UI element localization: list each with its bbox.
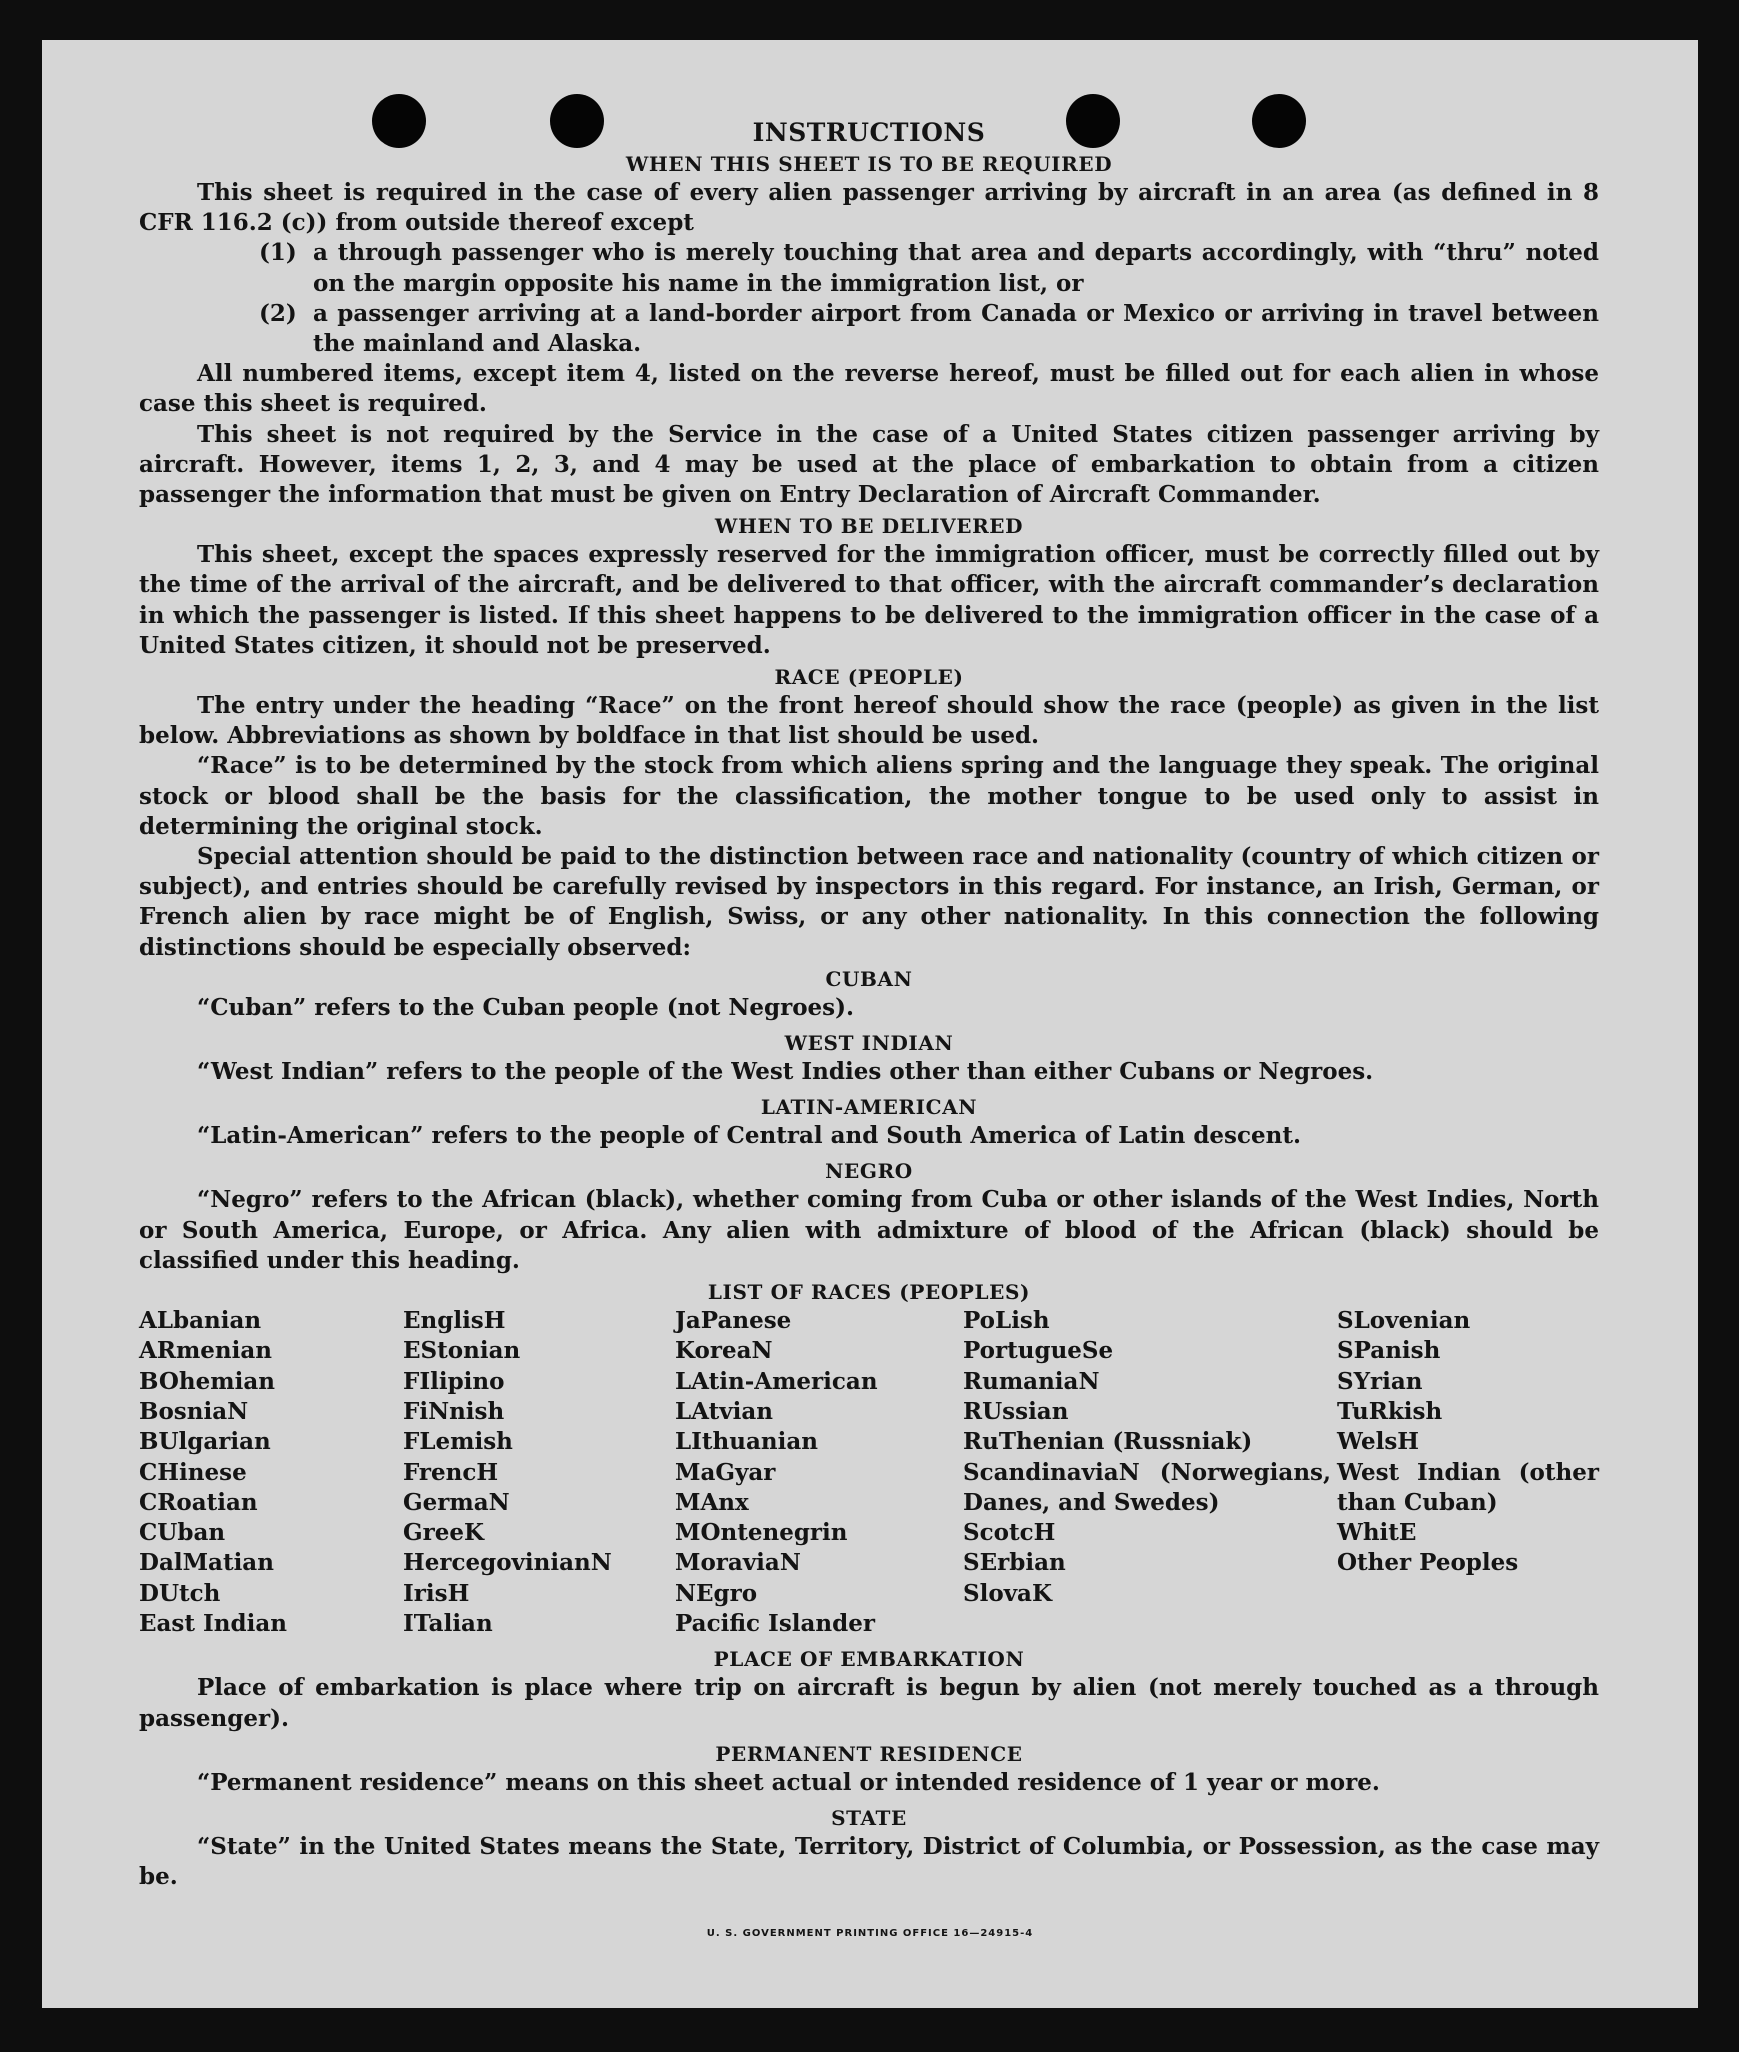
race-item: MOntenegrin	[675, 1519, 848, 1547]
race-item: WelsH	[1337, 1428, 1420, 1456]
race-item: PoLish	[963, 1307, 1050, 1335]
exception-item-2	[139, 299, 1599, 359]
race-item: BOhemian	[139, 1367, 275, 1395]
paragraph-numbered-items: All numbered items, except item 4, listed on the reverse hereof, must be filled out for each alien in whose case this sheet is required.	[139, 360, 1599, 418]
race-item: CHinese	[139, 1458, 247, 1486]
paragraph-race-2: “Race” is to be determined by the stock from which aliens spring and the language they speak. The original stock or blood shall be the basis for the classification, the mother tongue to be used only to assist in determining the original stock.	[139, 752, 1599, 840]
race-item: FIlipino	[403, 1367, 505, 1395]
race-item: SLovenian	[1337, 1307, 1471, 1335]
heading-place-of-embarkation: PLACE OF EMBARKATION	[713, 1647, 1025, 1672]
page-title: INSTRUCTIONS	[752, 118, 986, 147]
race-item: FLemish	[403, 1428, 513, 1456]
race-item: ScotcH	[963, 1519, 1056, 1547]
race-item: IrisH	[403, 1579, 470, 1607]
race-item: LAtvian	[675, 1397, 773, 1425]
race-item: SYrian	[1337, 1367, 1423, 1395]
paragraph-west-indian: “West Indian” refers to the people of the West Indies other than either Cubans or Negroes.	[197, 1058, 1374, 1086]
race-item: KoreaN	[675, 1337, 773, 1365]
heading-state: STATE	[831, 1805, 907, 1830]
paragraph-state: “State” in the United States means the State, Territory, District of Columbia, or Possession, as the case may be.	[139, 1832, 1599, 1891]
race-item: ITalian	[403, 1610, 493, 1638]
race-column-3	[675, 1306, 963, 1639]
paragraph-residence: “Permanent residence” means on this sheet actual or intended residence of 1 year or more.	[197, 1768, 1380, 1796]
race-item: SPanish	[1337, 1337, 1441, 1365]
heading-west-indian: WEST INDIAN	[784, 1031, 954, 1056]
instructions-body	[139, 118, 1599, 1892]
paragraph-race-3: Special attention should be paid to the distinction between race and nationality (country of which citizen or subject), and entries should be carefully revised by inspectors in this regard. For instance, an Irish, German, or French alien by race might be of English, Swiss, or any other nationality. In this connection the following distinctions should be especially observed:	[139, 843, 1599, 961]
race-item: RuThenian (Russniak)	[963, 1428, 1253, 1456]
race-item: Pacific Islander	[675, 1610, 875, 1638]
race-item: WhitE	[1337, 1519, 1417, 1547]
item-text: a through passenger who is merely touching that area and departs accordingly, with “thru” noted on the margin opposite his name in the immigration list, or	[313, 239, 1599, 297]
race-column-4	[963, 1306, 1337, 1639]
paragraph-cuban: “Cuban” refers to the Cuban people (not Negroes).	[197, 993, 855, 1021]
race-item: ARmenian	[139, 1337, 273, 1365]
race-column-5	[1337, 1306, 1599, 1639]
race-item: LAtin-American	[675, 1367, 878, 1395]
race-item: EnglisH	[403, 1307, 506, 1335]
race-item: HercegovinianN	[403, 1549, 612, 1577]
race-item: BosniaN	[139, 1397, 249, 1425]
race-item: LIthuanian	[675, 1428, 818, 1456]
document-sheet	[42, 40, 1698, 2008]
race-item: West Indian (other than Cuban)	[1337, 1458, 1599, 1516]
race-item: TuRkish	[1337, 1397, 1443, 1425]
heading-when-required: WHEN THIS SHEET IS TO BE REQUIRED	[625, 152, 1113, 176]
race-item: MaGyar	[675, 1458, 776, 1486]
heading-race: RACE (PEOPLE)	[774, 665, 964, 690]
heading-when-delivered: WHEN TO BE DELIVERED	[714, 514, 1024, 539]
paragraph-delivered: This sheet, except the spaces expressly reserved for the immigration officer, must be correctly filled out by the time of the arrival of the aircraft, and be delivered to that officer, with the aircraft commander’s declaration in which the passenger is listed. If this sheet happens to be delivered to the immigration officer in the case of a United States citizen, it should not be preserved.	[139, 541, 1599, 659]
race-item: ALbanian	[139, 1307, 262, 1335]
race-item: CRoatian	[139, 1488, 258, 1516]
race-item: DUtch	[139, 1579, 221, 1607]
paragraph-race-1: The entry under the heading “Race” on the front hereof should show the race (people) as given in the list below. Abbreviations as shown by boldface in that list should be used.	[139, 692, 1599, 750]
heading-list-of-races: LIST OF RACES (PEOPLES)	[707, 1280, 1031, 1305]
race-item: NEgro	[675, 1579, 758, 1607]
paragraph-citizen: This sheet is not required by the Service in the case of a United States citizen passenger arriving by aircraft. However, items 1, 2, 3, and 4 may be used at the place of embarkation to obtain from a citizen passenger the information that must be given on Entry Declaration of Aircraft Commander.	[139, 420, 1599, 509]
printer-imprint: U. S. GOVERNMENT PRINTING OFFICE 16—24915-4	[706, 1928, 1034, 1939]
race-item: SErbian	[963, 1549, 1066, 1577]
race-item: ScandinaviaN (Norwegians, Danes, and Swedes)	[963, 1458, 1331, 1516]
race-item: BUlgarian	[139, 1428, 271, 1456]
paragraph-negro: “Negro” refers to the African (black), whether coming from Cuba or other islands of the West Indies, North or South America, Europe, or Africa. Any alien with admixture of blood of the African (black) should be classified under this heading.	[139, 1186, 1599, 1274]
race-column-1	[139, 1306, 403, 1639]
item-number: (1)	[259, 239, 297, 267]
paragraph-embarkation: Place of embarkation is place where trip on aircraft is begun by alien (not merely touched as a through passenger).	[139, 1674, 1599, 1732]
paragraph-latin-american: “Latin-American” refers to the people of Central and South America of Latin descent.	[197, 1122, 1301, 1150]
item-text: a passenger arriving at a land-border airport from Canada or Mexico or arriving in travel between the mainland and Alaska.	[313, 299, 1599, 358]
race-item: FrencH	[403, 1458, 499, 1486]
race-item: FiNnish	[403, 1397, 505, 1425]
race-item: DalMatian	[139, 1549, 274, 1577]
race-item: RumaniaN	[963, 1367, 1100, 1395]
race-item: MAnx	[675, 1488, 749, 1516]
race-item: CUban	[139, 1519, 226, 1547]
exception-item-1	[139, 238, 1599, 298]
race-item: SlovaK	[963, 1579, 1052, 1607]
race-item: RUssian	[963, 1397, 1069, 1425]
race-list	[139, 1306, 1599, 1639]
paragraph-required: This sheet is required in the case of every alien passenger arriving by aircraft in an area (as defined in 8 CFR 116.2 (c)) from outside thereof except	[139, 179, 1599, 237]
race-item: GreeK	[403, 1519, 485, 1547]
race-item: MoraviaN	[675, 1549, 801, 1577]
heading-latin-american: LATIN-AMERICAN	[760, 1095, 978, 1120]
heading-negro: NEGRO	[825, 1159, 913, 1184]
race-item: East Indian	[139, 1610, 287, 1638]
race-item: JaPanese	[675, 1307, 792, 1335]
race-item: EStonian	[403, 1337, 521, 1365]
heading-permanent-residence: PERMANENT RESIDENCE	[715, 1741, 1023, 1766]
heading-cuban: CUBAN	[825, 966, 913, 991]
race-item: GermaN	[403, 1488, 510, 1516]
race-column-2	[403, 1306, 675, 1639]
race-item: PortugueSe	[963, 1337, 1114, 1365]
race-item: Other Peoples	[1337, 1549, 1519, 1577]
item-number: (2)	[259, 299, 297, 327]
